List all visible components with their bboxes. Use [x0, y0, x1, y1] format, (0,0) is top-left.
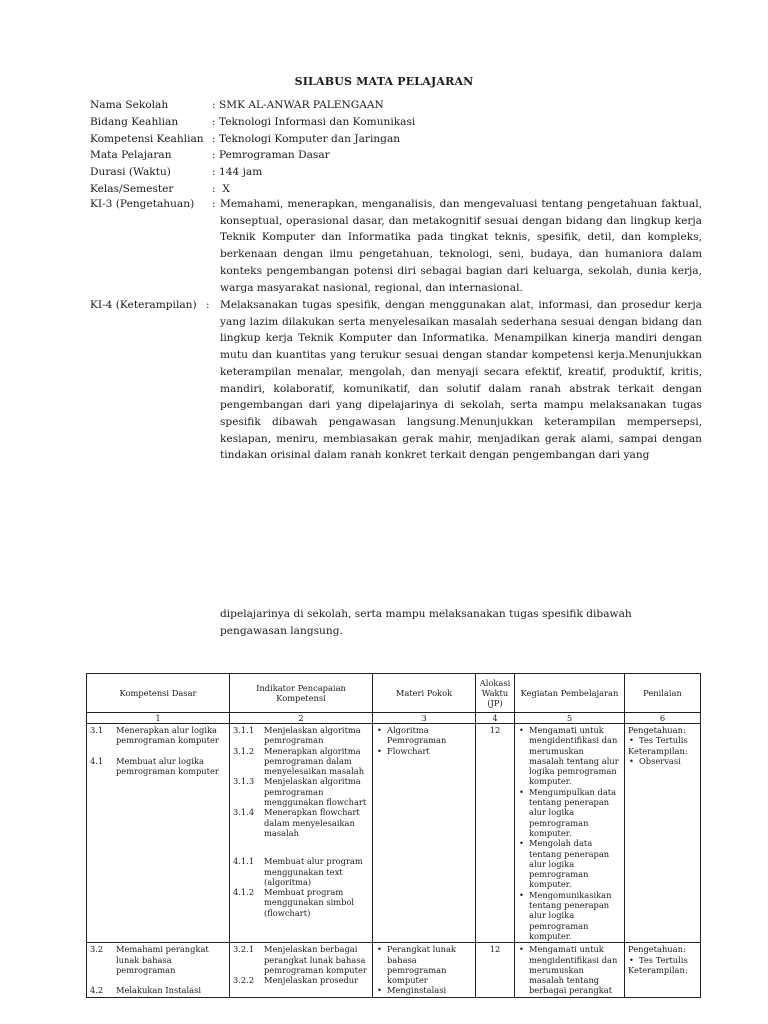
- indikator-item: [233, 725, 369, 746]
- table-row: [87, 724, 701, 943]
- materi-item: • Algoritma Pemrograman: [387, 725, 472, 746]
- indikator-number: 3.1.3: [233, 776, 255, 787]
- ki4-text: Melaksanakan tugas spesifik, dengan menggunakan alat, informasi, dan prosedur kerja yang lazim dilakukan serta menyelesaikan masalah sederhana sesuai dengan bidang dan lingkup kerja Teknik Komputer dan Informatika. Menampilkan kinerja mandiri dengan mutu dan kuantitas yang terukur sesuai dengan standar kompetensi kerja.Menunjukkan keterampilan menalar, mengolah, dan menyaji secara efektif, kreatif, produktif, kritis, mandiri, kolaboratif, komunikatif, dan solutif dalam ranah abstrak terkait dengan pengembangan dari yang dipelajarinya di sekolah, serta mampu melaksanakan tugas spesifik dibawah pengawasan langsung.Menunjukkan keterampilan mempersepsi, kesiapan, meniru, membiasakan gerak mahir, menjadikan gerak alami, sampai dengan tindakan orisinal dalam ranah konkret terkait dengan pengembangan dari yang: [220, 299, 702, 462]
- indikator-item: [233, 856, 369, 887]
- indikator-item: [233, 975, 369, 985]
- materi-cell: [373, 724, 476, 943]
- header-kegiatan: Kegiatan Pembelajaran: [515, 674, 625, 713]
- kd-cell: [87, 724, 230, 943]
- kd-text: Melakukan Instalasi: [116, 985, 202, 996]
- info-value: Teknologi Informasi dan Komunikasi: [219, 115, 416, 128]
- indikator-text: Menjelaskan berbagai perangkat lunak bahasa pemrograman komputer: [264, 944, 367, 975]
- ki4-label: KI-4 (Keterampilan): [90, 299, 197, 311]
- indikator-number: 3.2.2: [233, 975, 255, 986]
- indikator-text: Membuat alur program menggunakan text (algoritma): [264, 856, 363, 887]
- materi-item: • Flowchart: [387, 746, 472, 756]
- materi-item: • Menginstalasi: [387, 985, 472, 995]
- kegiatan-cell: [515, 943, 625, 997]
- info-colon: :: [212, 132, 216, 145]
- page-title: SILABUS MATA PELAJARAN: [294, 75, 474, 88]
- info-value: 144 jam: [219, 166, 263, 179]
- indikator-number: 3.1.1: [233, 725, 255, 735]
- info-value: SMK AL-ANWAR PALENGAAN: [219, 99, 384, 111]
- kd-item: [90, 756, 226, 777]
- header-alokasi-waktu: Alokasi Waktu (JP): [476, 674, 515, 713]
- info-label: Nama Sekolah: [90, 99, 169, 111]
- kd-text: Membuat alur logika pemrograman komputer: [116, 755, 219, 776]
- table-row: [87, 943, 701, 997]
- syllabus-table: [86, 673, 701, 998]
- indikator-number: 4.1.2: [233, 887, 255, 898]
- kd-item: [90, 985, 226, 995]
- penilaian-item: • Observasi: [639, 756, 697, 766]
- penilaian-cell: [625, 943, 701, 997]
- column-number: 5: [515, 713, 625, 724]
- penilaian-heading: Pengetahuan:: [628, 944, 686, 955]
- jp-cell: 12: [476, 724, 515, 943]
- info-label: Mata Pelajaran: [90, 149, 172, 162]
- indikator-item: [233, 887, 369, 918]
- info-value: Teknologi Komputer dan Jaringan: [219, 132, 401, 145]
- info-colon: :: [212, 166, 216, 179]
- indikator-number: 3.1.2: [233, 745, 255, 756]
- indikator-cell: [230, 724, 373, 943]
- materi-item: • Perangkat lunak bahasa pemrograman komputer: [387, 944, 472, 985]
- column-number: 3: [373, 713, 476, 724]
- ki4-colon: :: [206, 299, 210, 311]
- info-colon: :: [212, 183, 216, 195]
- indikator-text: Membuat program menggunakan simbol (flowchart): [264, 887, 355, 918]
- indikator-item: [233, 746, 369, 777]
- info-label: Kelas/Semester: [90, 183, 174, 195]
- indikator-item: [233, 944, 369, 975]
- ki4-continuation: dipelajarinya di sekolah, serta mampu melaksanakan tugas spesifik dibawah pengawasan langsung.: [220, 608, 632, 637]
- column-number: 6: [625, 713, 701, 724]
- column-number: 1: [87, 713, 230, 724]
- header-materi-pokok: Materi Pokok: [373, 674, 476, 713]
- ki3-colon: :: [212, 198, 216, 210]
- penilaian-item: • Tes Tertulis: [639, 955, 697, 965]
- indikator-item: [233, 776, 369, 807]
- header-indikator: Indikator Pencapaian Kompetensi: [230, 674, 373, 713]
- indikator-text: Menjelaskan algoritma pemrograman menggunakan flowchart: [264, 776, 367, 808]
- indikator-number: 4.1.1: [233, 856, 255, 867]
- kegiatan-item: • Mengumpulkan data tentang penerapan alur logika pemrograman komputer.: [529, 787, 621, 838]
- indikator-text: Menerapkan flowchart dalam menyelesaikan masalah: [264, 807, 360, 838]
- info-label: Bidang Keahlian: [90, 115, 179, 128]
- indikator-cell: [230, 943, 373, 997]
- kd-number: 4.2: [90, 985, 104, 996]
- header-penilaian: Penilaian: [625, 674, 701, 713]
- column-number: 4: [476, 713, 515, 724]
- kegiatan-cell: [515, 724, 625, 943]
- kd-number: 3.2: [90, 944, 104, 955]
- ki3-text: Memahami, menerapkan, menganalisis, dan mengevaluasi tentang pengetahuan faktual, konseptual, operasional dasar, dan metakognitif sesuai dengan bidang dan lingkup kerja Teknik Komputer dan Informatika pada tingkat teknis, spesifik, detil, dan kompleks, berkenaan dengan ilmu pengetahuan, teknologi, seni, budaya, dan humaniora dalam konteks pengembangan potensi diri sebagai bagian dari keluarga, sekolah, dunia kerja, warga masyarakat nasional, regional, dan internasional.: [220, 198, 702, 294]
- indikator-text: Menerapkan algoritma pemrograman dalam menyelesaikan masalah: [264, 745, 365, 777]
- indikator-text: Menjelaskan algoritma pemrograman: [264, 725, 361, 746]
- penilaian-cell: [625, 724, 701, 943]
- kegiatan-item: • Mengomunikasikan tentang penerapan alur logika pemrograman komputer.: [529, 890, 621, 941]
- materi-cell: [373, 943, 476, 997]
- kd-number: 4.1: [90, 755, 104, 766]
- info-colon: :: [212, 115, 216, 128]
- penilaian-item: • Tes Tertulis: [639, 735, 697, 745]
- column-number-row: [87, 713, 701, 724]
- kd-item: [90, 725, 226, 746]
- indikator-item: [233, 807, 369, 838]
- jp-cell: 12: [476, 943, 515, 997]
- kd-number: 3.1: [90, 725, 104, 735]
- column-number: 2: [230, 713, 373, 724]
- indikator-text: Menjelaskan prosedur: [264, 975, 359, 986]
- info-value: Pemrograman Dasar: [219, 149, 330, 162]
- info-value: X: [219, 183, 230, 195]
- ki3-label: KI-3 (Pengetahuan): [90, 198, 195, 210]
- kd-text: Menerapkan alur logika pemrograman komputer: [116, 725, 219, 746]
- kd-cell: [87, 943, 230, 997]
- info-label: Durasi (Waktu): [90, 166, 171, 179]
- penilaian-heading: Keterampilan:: [628, 964, 688, 975]
- penilaian-heading: Pengetahuan:: [628, 725, 686, 735]
- kegiatan-item: • Mengamati untuk mengidentifikasi dan merumuskan masalah tentang alur logika pemrograman komputer.: [529, 725, 621, 787]
- kegiatan-item: • Mengolah data tentang penerapan alur logika pemrograman komputer.: [529, 838, 621, 889]
- indikator-number: 3.1.4: [233, 807, 255, 818]
- info-label: Kompetensi Keahlian: [90, 132, 204, 145]
- kegiatan-item: • Mengamati untuk mengidentifikasi dan merumuskan masalah tentang berbagai perangkat: [529, 944, 621, 995]
- table-header-row: [87, 674, 701, 713]
- info-colon: :: [212, 99, 216, 111]
- penilaian-heading: Keterampilan:: [628, 745, 688, 756]
- info-colon: :: [212, 149, 216, 162]
- header-kompetensi-dasar: Kompetensi Dasar: [87, 674, 230, 713]
- kd-item: [90, 944, 226, 975]
- indikator-number: 3.2.1: [233, 944, 255, 955]
- kd-text: Memahami perangkat lunak bahasa pemrograman: [116, 944, 209, 975]
